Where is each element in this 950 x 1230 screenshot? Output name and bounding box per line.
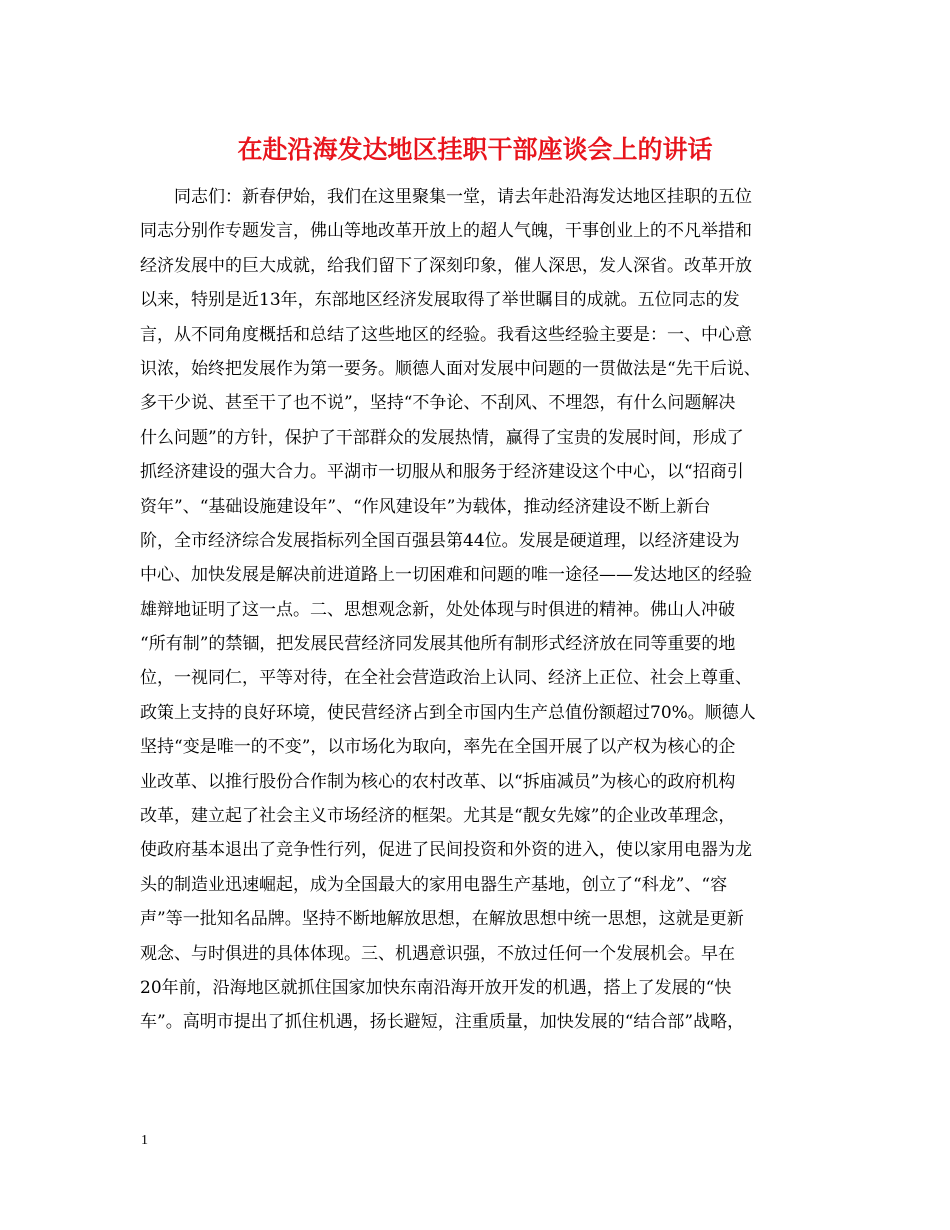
body-line: 声”等一批知名品牌。坚持不断地解放思想，在解放思想中统一思想，这就是更新 [140, 909, 744, 930]
body-line: 抓经济建设的强大合力。平湖市一切服从和服务于经济建设这个中心，以“招商引 [140, 462, 744, 483]
body-line: 改革，建立起了社会主义市场经济的框架。尤其是“靓女先嫁”的企业改革理念， [140, 806, 736, 827]
body-line: 多干少说、甚至干了也不说”，坚持“不争论、不刮风、不埋怨，有什么问题解决 [140, 393, 736, 414]
body-line: 位，一视同仁，平等对待，在全社会营造政治上认同、经济上正位、社会上尊重、 [140, 668, 752, 689]
body-line: 经济发展中的巨大成就，给我们留下了深刻印象，催人深思，发人深省。改革开放 [140, 255, 752, 276]
body-line: 政策上支持的良好环境，使民营经济占到全市国内生产总值份额超过70%。顺德人 [140, 702, 756, 723]
body-line: 资年”、“基础设施建设年”、“作风建设年”为载体，推动经济建设不断上新台 [140, 496, 711, 517]
body-line: 20年前，沿海地区就抓住国家加快东南沿海开放开发的机遇，搭上了发展的“快 [140, 977, 732, 998]
body-line: 坚持“变是唯一的不变”，以市场化为取向，率先在全国开展了以产权为核心的企 [140, 737, 736, 758]
body-line: 以来，特别是近13年，东部地区经济发展取得了举世瞩目的成就。五位同志的发 [140, 290, 740, 311]
body-line: 同志分别作专题发言，佛山等地改革开放上的超人气魄，干事创业上的不凡举措和 [140, 221, 752, 242]
body-line: 业改革、以推行股份合作制为核心的农村改革、以“拆庙减员”为核心的政府机构 [140, 771, 736, 792]
page-number: 1 [141, 1133, 148, 1148]
body-line: 什么问题”的方针，保护了干部群众的发展热情，赢得了宝贵的发展时间，形成了 [140, 427, 744, 448]
body-line: “所有制”的禁锢，把发展民营经济同发展其他所有制形式经济放在同等重要的地 [140, 634, 736, 655]
body-line: 头的制造业迅速崛起，成为全国最大的家用电器生产基地，创立了“科龙”、“容 [140, 874, 728, 895]
body-line: 言，从不同角度概括和总结了这些地区的经验。我看这些经验主要是：一、中心意 [140, 324, 752, 345]
body-line: 观念、与时俱进的具体体现。三、机遇意识强，不放过任何一个发展机会。早在 [140, 943, 735, 964]
body-line: 识浓，始终把发展作为第一要务。顺德人面对发展中问题的一贯做法是“先干后说、 [140, 358, 761, 379]
body-line: 使政府基本退出了竞争性行列，促进了民间投资和外资的进入，使以家用电器为龙 [140, 840, 752, 861]
body-line: 阶，全市经济综合发展指标列全国百强县第44位。发展是硬道理，以经济建设为 [140, 530, 740, 551]
body-line: 中心、加快发展是解决前进道路上一切困难和问题的唯一途径——发达地区的经验 [140, 565, 752, 586]
body-line: 同志们：新春伊始，我们在这里聚集一堂，请去年赴沿海发达地区挂职的五位 [140, 187, 752, 207]
document-body [140, 180, 830, 1040]
document-title: 在赴沿海发达地区挂职干部座谈会上的讲话 [237, 135, 713, 164]
body-line: 车”。高明市提出了抓住机遇，扬长避短，注重质量，加快发展的“结合部”战略， [140, 1012, 745, 1033]
body-line: 雄辩地证明了这一点。二、思想观念新，处处体现与时俱进的精神。佛山人冲破 [140, 599, 735, 620]
